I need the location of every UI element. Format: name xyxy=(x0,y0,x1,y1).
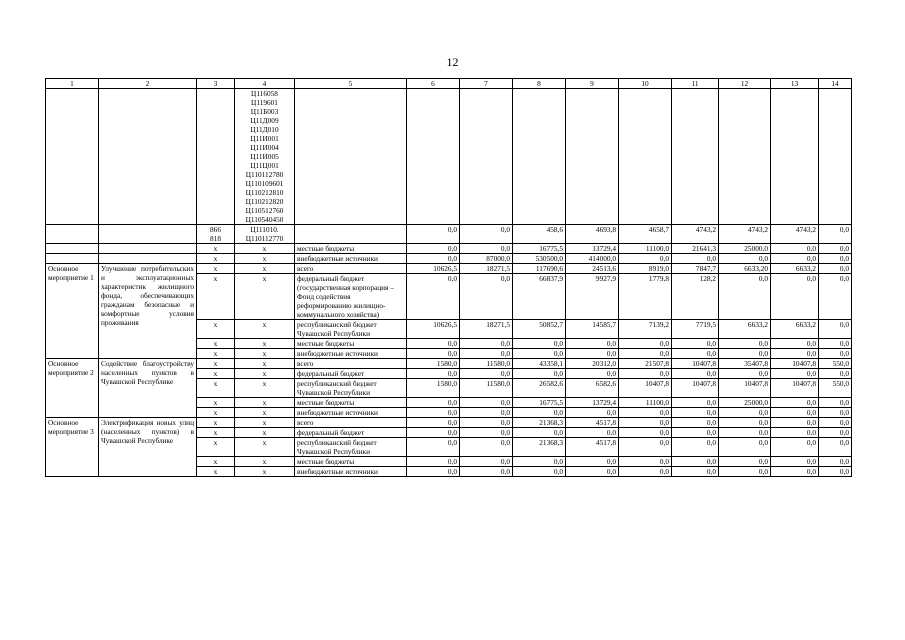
kbk-cell: 866 818 xyxy=(197,225,235,244)
value-cell: 0,0 xyxy=(771,244,819,254)
page-number: 12 xyxy=(446,55,459,69)
value-cell: 18271,5 xyxy=(460,264,513,274)
value-cell: 0,0 xyxy=(460,244,513,254)
value-cell: 458,6 xyxy=(513,225,566,244)
empty-cell xyxy=(460,89,513,225)
value-cell: 0,0 xyxy=(771,457,819,467)
value-cell: 0,0 xyxy=(619,428,672,438)
value-cell: 0,0 xyxy=(407,225,460,244)
value-cell: 0,0 xyxy=(672,349,719,359)
value-cell: 0,0 xyxy=(819,244,852,254)
value-cell: 10407,8 xyxy=(719,379,771,398)
x-cell: х xyxy=(235,398,295,408)
value-cell: 0,0 xyxy=(672,408,719,418)
table-row xyxy=(46,264,852,274)
value-cell: 13729,4 xyxy=(566,398,619,408)
value-cell: 0,0 xyxy=(819,467,852,477)
source-cell xyxy=(295,225,407,244)
value-cell: 1580,0 xyxy=(407,379,460,398)
x-cell: х xyxy=(197,398,235,408)
x-cell: х xyxy=(197,408,235,418)
table-row xyxy=(46,359,852,369)
value-cell: 25000,0 xyxy=(719,244,771,254)
empty-cell xyxy=(99,254,197,264)
value-cell: 1779,8 xyxy=(619,274,672,320)
x-cell: х xyxy=(197,339,235,349)
x-cell: х xyxy=(235,418,295,428)
column-header: 13 xyxy=(771,79,819,89)
empty-cell xyxy=(771,89,819,225)
value-cell: 0,0 xyxy=(719,274,771,320)
value-cell: 8919,0 xyxy=(619,264,672,274)
value-cell: 10407,8 xyxy=(771,379,819,398)
value-cell: 0,0 xyxy=(819,320,852,339)
value-cell: 0,0 xyxy=(819,339,852,349)
value-cell: 0,0 xyxy=(771,408,819,418)
value-cell: 11580,0 xyxy=(460,379,513,398)
value-cell: 50852,7 xyxy=(513,320,566,339)
value-cell: 87000,0 xyxy=(460,254,513,264)
value-cell: 0,0 xyxy=(407,428,460,438)
x-cell: х xyxy=(235,264,295,274)
value-cell: 0,0 xyxy=(460,369,513,379)
value-cell: 0,0 xyxy=(819,398,852,408)
source-cell: республиканский бюджет Чувашской Республики xyxy=(295,438,407,457)
value-cell: 0,0 xyxy=(819,428,852,438)
source-cell: местные бюджеты xyxy=(295,457,407,467)
measure-description: Улучшение потребительских и эксплуатационных характеристик жилищного фонда, обеспечивающих гражданам безопасные и комфортные условия проживания xyxy=(99,264,197,359)
x-cell: х xyxy=(235,369,295,379)
code-item: Ц11Д009 xyxy=(250,116,279,125)
empty-cell xyxy=(46,225,99,244)
x-cell: х xyxy=(235,457,295,467)
value-cell: 0,0 xyxy=(819,457,852,467)
value-cell: 0,0 xyxy=(719,457,771,467)
value-cell: 0,0 xyxy=(566,349,619,359)
x-cell: х xyxy=(197,254,235,264)
value-cell: 0,0 xyxy=(619,438,672,457)
column-header: 2 xyxy=(99,79,197,89)
source-cell: внебюджетные источники xyxy=(295,349,407,359)
x-cell: х xyxy=(197,359,235,369)
x-cell: х xyxy=(197,244,235,254)
value-cell: 0,0 xyxy=(407,418,460,428)
empty-cell xyxy=(99,89,197,225)
value-cell: 0,0 xyxy=(407,339,460,349)
code-item: Ц11И004 xyxy=(250,143,279,152)
value-cell: 117690,6 xyxy=(513,264,566,274)
table-row xyxy=(46,418,852,428)
value-cell: 10626,5 xyxy=(407,320,460,339)
x-cell: х xyxy=(235,359,295,369)
value-cell: 6633,2 xyxy=(771,264,819,274)
x-cell: х xyxy=(235,244,295,254)
column-header: 6 xyxy=(407,79,460,89)
value-cell: 16775,5 xyxy=(513,244,566,254)
value-cell: 4743,2 xyxy=(719,225,771,244)
source-cell: внебюджетные источники xyxy=(295,467,407,477)
value-cell: 0,0 xyxy=(566,369,619,379)
empty-cell xyxy=(46,89,99,225)
value-cell: 0,0 xyxy=(566,467,619,477)
value-cell: 0,0 xyxy=(819,418,852,428)
column-header: 4 xyxy=(235,79,295,89)
value-cell: 0,0 xyxy=(672,339,719,349)
value-cell: 0,0 xyxy=(460,438,513,457)
x-cell: х xyxy=(197,349,235,359)
code-item: Ц110112780 xyxy=(245,170,284,179)
value-cell: 0,0 xyxy=(513,457,566,467)
value-cell: 0,0 xyxy=(407,457,460,467)
value-cell: 21507,8 xyxy=(619,359,672,369)
value-cell: 4517,8 xyxy=(566,438,619,457)
empty-cell xyxy=(197,89,235,225)
measure-description: Содействие благоустройству населенных пунктов в Чувашской Республике xyxy=(99,359,197,418)
source-cell: федеральный бюджет xyxy=(295,428,407,438)
value-cell: 10407,8 xyxy=(672,379,719,398)
value-cell: 0,0 xyxy=(819,369,852,379)
value-cell: 20312,0 xyxy=(566,359,619,369)
x-cell: х xyxy=(197,264,235,274)
empty-cell xyxy=(719,89,771,225)
value-cell: 0,0 xyxy=(566,457,619,467)
measure-name: Основное мероприятие 1 xyxy=(46,264,99,359)
empty-cell xyxy=(407,89,460,225)
x-cell: х xyxy=(235,467,295,477)
value-cell: 0,0 xyxy=(460,418,513,428)
value-cell: 7847,7 xyxy=(672,264,719,274)
value-cell: 10407,8 xyxy=(619,379,672,398)
value-cell: 0,0 xyxy=(819,274,852,320)
column-header: 7 xyxy=(460,79,513,89)
value-cell: 0,0 xyxy=(566,408,619,418)
value-cell: 11100,0 xyxy=(619,398,672,408)
measure-name: Основное мероприятие 3 xyxy=(46,418,99,477)
empty-cell xyxy=(46,244,99,254)
value-cell: 0,0 xyxy=(771,428,819,438)
value-cell: 0,0 xyxy=(719,339,771,349)
code-item: Ц119601 xyxy=(251,98,278,107)
code-item: Ц11Б003 xyxy=(250,107,279,116)
empty-cell xyxy=(819,89,852,225)
source-cell: местные бюджеты xyxy=(295,398,407,408)
value-cell: 4693,8 xyxy=(566,225,619,244)
value-cell: 0,0 xyxy=(719,349,771,359)
value-cell: 4743,2 xyxy=(771,225,819,244)
value-cell: 0,0 xyxy=(513,408,566,418)
value-cell: 128,2 xyxy=(672,274,719,320)
value-cell: 14585,7 xyxy=(566,320,619,339)
value-cell: 6633,2 xyxy=(771,320,819,339)
value-cell: 0,0 xyxy=(619,418,672,428)
value-cell: 0,0 xyxy=(719,428,771,438)
code-item: Ц110512760 xyxy=(245,206,284,215)
value-cell: 0,0 xyxy=(771,418,819,428)
value-cell: 0,0 xyxy=(460,408,513,418)
value-cell: 0,0 xyxy=(771,467,819,477)
value-cell: 0,0 xyxy=(771,398,819,408)
x-cell: х xyxy=(235,408,295,418)
value-cell: 0,0 xyxy=(407,369,460,379)
source-cell: федеральный бюджет xyxy=(295,369,407,379)
value-cell: 4517,8 xyxy=(566,418,619,428)
table-row xyxy=(46,254,852,264)
value-cell: 18271,5 xyxy=(460,320,513,339)
x-cell: х xyxy=(235,379,295,398)
x-cell: х xyxy=(197,457,235,467)
x-cell: х xyxy=(197,418,235,428)
value-cell: 0,0 xyxy=(407,408,460,418)
source-cell: внебюджетные источники xyxy=(295,408,407,418)
value-cell: 10626,5 xyxy=(407,264,460,274)
value-cell: 0,0 xyxy=(566,428,619,438)
x-cell: х xyxy=(197,320,235,339)
value-cell: 0,0 xyxy=(619,349,672,359)
source-cell: всего xyxy=(295,359,407,369)
x-cell: х xyxy=(235,428,295,438)
code-item: Ц11Ц001 xyxy=(250,161,279,170)
source-cell: федеральный бюджет (государственная корпорация – Фонд содействия реформированию жилищно-коммунального хозяйства) xyxy=(295,274,407,320)
x-cell: х xyxy=(197,379,235,398)
measure-name: Основное мероприятие 2 xyxy=(46,359,99,418)
codes-cell xyxy=(235,89,295,225)
value-cell: 7139,2 xyxy=(619,320,672,339)
x-cell: х xyxy=(197,467,235,477)
empty-cell xyxy=(99,225,197,244)
code-item: Ц110212810 xyxy=(245,188,284,197)
value-cell: 0,0 xyxy=(407,349,460,359)
value-cell: 530500,0 xyxy=(513,254,566,264)
x-cell: х xyxy=(197,428,235,438)
code-cell: Ц111010. Ц110112770 xyxy=(235,225,295,244)
x-cell: х xyxy=(235,349,295,359)
x-cell: х xyxy=(197,274,235,320)
code-item: Ц110109601 xyxy=(245,179,284,188)
value-cell: 0,0 xyxy=(719,467,771,477)
empty-cell xyxy=(46,254,99,264)
x-cell: х xyxy=(197,369,235,379)
x-cell: х xyxy=(197,438,235,457)
value-cell: 6582,6 xyxy=(566,379,619,398)
budget-table xyxy=(45,78,852,477)
value-cell: 0,0 xyxy=(513,428,566,438)
value-cell: 35407,8 xyxy=(719,359,771,369)
value-cell: 0,0 xyxy=(672,369,719,379)
value-cell: 11580,0 xyxy=(460,359,513,369)
value-cell: 13729,4 xyxy=(566,244,619,254)
code-item: Ц11Д010 xyxy=(250,125,279,134)
value-cell: 0,0 xyxy=(819,438,852,457)
value-cell: 0,0 xyxy=(460,349,513,359)
value-cell: 0,0 xyxy=(719,369,771,379)
empty-cell xyxy=(619,89,672,225)
empty-cell xyxy=(295,89,407,225)
value-cell: 0,0 xyxy=(566,339,619,349)
column-header: 14 xyxy=(819,79,852,89)
code-item: Ц11И005 xyxy=(250,152,279,161)
code-item: Ц11И001 xyxy=(250,134,279,143)
value-cell: 4743,2 xyxy=(672,225,719,244)
value-cell: 0,0 xyxy=(407,244,460,254)
value-cell: 0,0 xyxy=(719,438,771,457)
x-cell: х xyxy=(235,254,295,264)
empty-cell xyxy=(672,89,719,225)
value-cell: 0,0 xyxy=(407,254,460,264)
value-cell: 6633,2 xyxy=(719,320,771,339)
value-cell: 0,0 xyxy=(460,339,513,349)
value-cell: 0,0 xyxy=(719,254,771,264)
value-cell: 550,0 xyxy=(819,359,852,369)
value-cell: 0,0 xyxy=(819,408,852,418)
value-cell: 0,0 xyxy=(819,264,852,274)
x-cell: х xyxy=(235,320,295,339)
column-header: 9 xyxy=(566,79,619,89)
value-cell: 0,0 xyxy=(619,408,672,418)
source-cell: внебюджетные источники xyxy=(295,254,407,264)
value-cell: 0,0 xyxy=(771,254,819,264)
column-header: 1 xyxy=(46,79,99,89)
value-cell: 9927,9 xyxy=(566,274,619,320)
source-cell: всего xyxy=(295,418,407,428)
value-cell: 0,0 xyxy=(719,418,771,428)
code-item: Ц116058 xyxy=(251,89,278,98)
source-cell: всего xyxy=(295,264,407,274)
table-row xyxy=(46,244,852,254)
value-cell: 0,0 xyxy=(771,369,819,379)
code-item: Ц110540450 xyxy=(245,215,284,224)
column-header: 12 xyxy=(719,79,771,89)
value-cell: 0,0 xyxy=(672,428,719,438)
value-cell: 0,0 xyxy=(819,254,852,264)
value-cell: 0,0 xyxy=(771,274,819,320)
value-cell: 0,0 xyxy=(672,457,719,467)
value-cell: 4658,7 xyxy=(619,225,672,244)
value-cell: 0,0 xyxy=(619,467,672,477)
value-cell: 0,0 xyxy=(513,369,566,379)
header-row xyxy=(46,79,852,89)
value-cell: 24513,6 xyxy=(566,264,619,274)
value-cell: 10407,8 xyxy=(672,359,719,369)
value-cell: 0,0 xyxy=(460,467,513,477)
value-cell: 0,0 xyxy=(460,428,513,438)
x-cell: х xyxy=(235,274,295,320)
value-cell: 0,0 xyxy=(460,225,513,244)
value-cell: 0,0 xyxy=(460,274,513,320)
value-cell: 0,0 xyxy=(819,225,852,244)
value-cell: 0,0 xyxy=(513,339,566,349)
value-cell: 25000,0 xyxy=(719,398,771,408)
empty-cell xyxy=(513,89,566,225)
value-cell: 0,0 xyxy=(407,438,460,457)
table-row xyxy=(46,89,852,225)
column-header: 3 xyxy=(197,79,235,89)
value-cell: 0,0 xyxy=(771,339,819,349)
code-item: Ц110212820 xyxy=(245,197,284,206)
column-header: 8 xyxy=(513,79,566,89)
value-cell: 11100,0 xyxy=(619,244,672,254)
value-cell: 0,0 xyxy=(771,349,819,359)
value-cell: 0,0 xyxy=(672,398,719,408)
value-cell: 0,0 xyxy=(513,349,566,359)
value-cell: 0,0 xyxy=(819,349,852,359)
value-cell: 6633,20 xyxy=(719,264,771,274)
value-cell: 43358,1 xyxy=(513,359,566,369)
value-cell: 0,0 xyxy=(672,418,719,428)
value-cell: 0,0 xyxy=(460,398,513,408)
value-cell: 0,0 xyxy=(460,457,513,467)
value-cell: 0,0 xyxy=(407,398,460,408)
value-cell: 21641,3 xyxy=(672,244,719,254)
column-header: 11 xyxy=(672,79,719,89)
value-cell: 66837,9 xyxy=(513,274,566,320)
source-cell: местные бюджеты xyxy=(295,339,407,349)
value-cell: 0,0 xyxy=(619,254,672,264)
value-cell: 0,0 xyxy=(513,467,566,477)
value-cell: 0,0 xyxy=(407,467,460,477)
value-cell: 0,0 xyxy=(672,254,719,264)
value-cell: 26582,6 xyxy=(513,379,566,398)
column-header: 10 xyxy=(619,79,672,89)
value-cell: 0,0 xyxy=(672,467,719,477)
value-cell: 414000,0 xyxy=(566,254,619,264)
value-cell: 0,0 xyxy=(407,274,460,320)
value-cell: 21368,3 xyxy=(513,418,566,428)
source-cell: республиканский бюджет Чувашской Республики xyxy=(295,320,407,339)
measure-description: Электрификация новых улиц (населенных пунктов) в Чувашской Республике xyxy=(99,418,197,477)
empty-cell xyxy=(99,244,197,254)
value-cell: 7719,5 xyxy=(672,320,719,339)
source-cell: республиканский бюджет Чувашской Республики xyxy=(295,379,407,398)
value-cell: 21368,3 xyxy=(513,438,566,457)
value-cell: 0,0 xyxy=(719,408,771,418)
table-row xyxy=(46,225,852,244)
value-cell: 0,0 xyxy=(619,339,672,349)
value-cell: 550,0 xyxy=(819,379,852,398)
value-cell: 0,0 xyxy=(672,438,719,457)
x-cell: х xyxy=(235,339,295,349)
x-cell: х xyxy=(235,438,295,457)
value-cell: 16775,5 xyxy=(513,398,566,408)
value-cell: 0,0 xyxy=(619,369,672,379)
source-cell: местные бюджеты xyxy=(295,244,407,254)
value-cell: 10407,8 xyxy=(771,359,819,369)
value-cell: 0,0 xyxy=(619,457,672,467)
empty-cell xyxy=(566,89,619,225)
value-cell: 1580,0 xyxy=(407,359,460,369)
value-cell: 0,0 xyxy=(771,438,819,457)
column-header: 5 xyxy=(295,79,407,89)
